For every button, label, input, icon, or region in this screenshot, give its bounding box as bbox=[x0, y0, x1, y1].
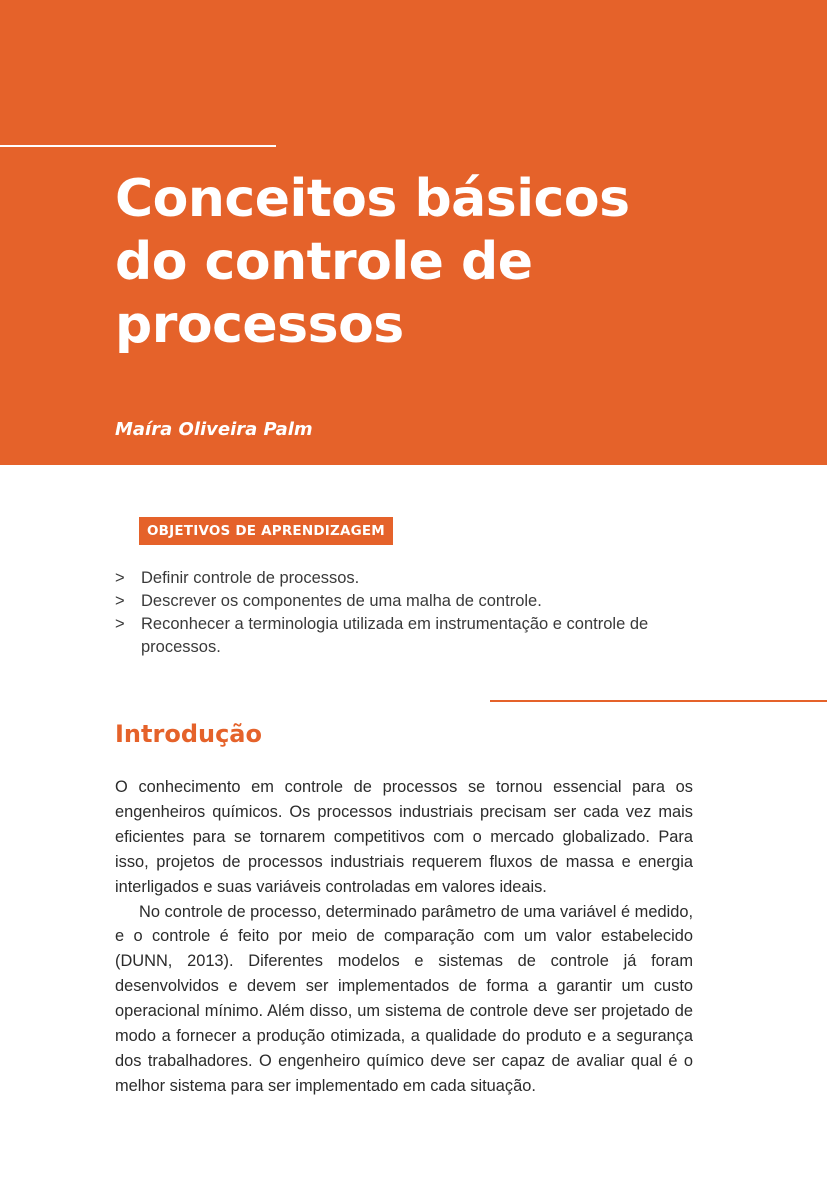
body-paragraph: O conhecimento em controle de processos se tornou essencial para os engenheiros químicos. Os processos industriais precisam ser cada vez mais eficientes para se tornarem competitivos com o mercado globalizado. Para isso, projetos de processos industriais requerem fluxos de massa e energia interligados e suas variáveis controladas em valores ideais. bbox=[115, 778, 693, 896]
introduction-body bbox=[115, 775, 693, 1099]
chapter-title-line: do controle de bbox=[115, 232, 533, 292]
section-heading: Introdução bbox=[115, 720, 262, 748]
objective-item bbox=[115, 613, 705, 659]
objectives-list bbox=[115, 567, 705, 659]
chapter-header-band bbox=[0, 0, 827, 465]
section-rule bbox=[490, 700, 827, 702]
header-rule bbox=[0, 145, 276, 147]
objective-text: Definir controle de processos. bbox=[141, 569, 360, 587]
objective-text: Reconhecer a terminologia utilizada em instrumentação e controle de processos. bbox=[141, 615, 649, 656]
chapter-title-line: Conceitos básicos bbox=[115, 169, 630, 229]
chevron-right-icon: > bbox=[115, 615, 125, 633]
chevron-right-icon: > bbox=[115, 592, 125, 610]
objective-text: Descrever os componentes de uma malha de controle. bbox=[141, 592, 542, 610]
chapter-title bbox=[115, 168, 755, 357]
chapter-title-line: processos bbox=[115, 295, 404, 355]
objective-item bbox=[115, 567, 705, 590]
objectives-label: OBJETIVOS DE APRENDIZAGEM bbox=[139, 517, 393, 545]
chevron-right-icon: > bbox=[115, 569, 125, 587]
body-paragraph: No controle de processo, determinado parâmetro de uma variável é medido, e o controle é feito por meio de comparação com um valor estabelecido (DUNN, 2013). Diferentes modelos e sistemas de controle já foram desenvolvidos e devem ser implementados de forma a garantir um custo operacional mínimo. Além disso, um sistema de controle deve ser projetado de modo a fornecer a produção otimizada, a qualidade do produto e a segurança dos trabalhadores. O engenheiro químico deve ser capaz de avaliar qual é o melhor sistema para ser implementado em cada situação. bbox=[115, 902, 693, 1095]
objective-item bbox=[115, 590, 705, 613]
author-name: Maíra Oliveira Palm bbox=[115, 419, 313, 440]
